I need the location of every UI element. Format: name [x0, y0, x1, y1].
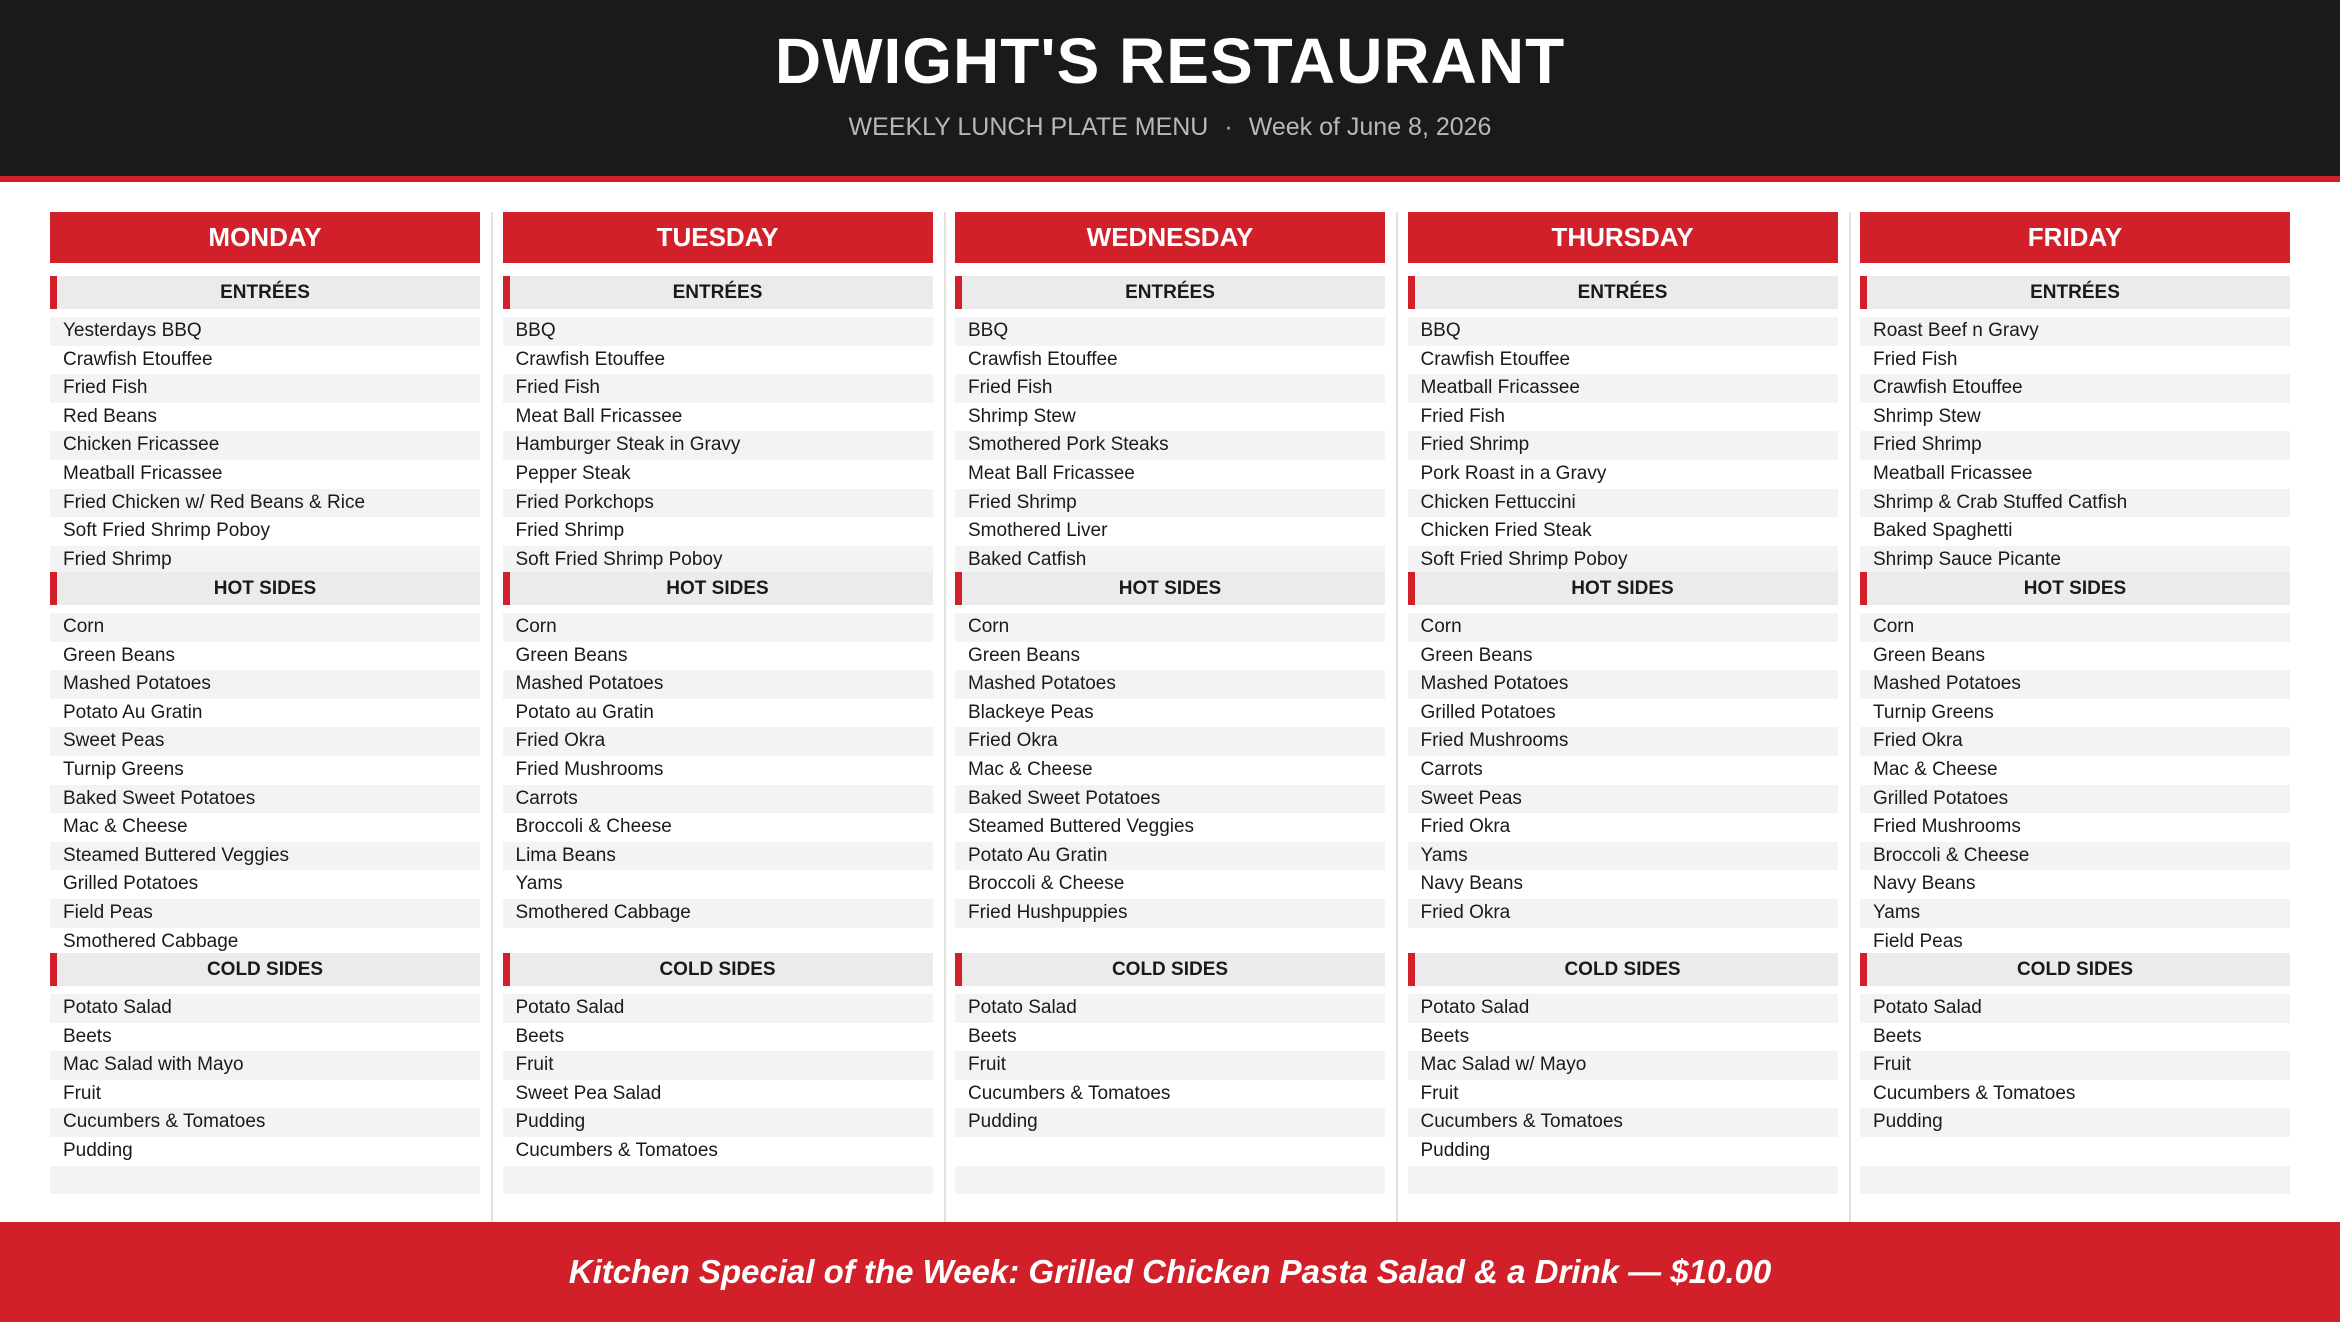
menu-item: Crawfish Etouffee — [1420, 348, 1571, 370]
menu-item: Fried Mushrooms — [515, 759, 664, 780]
menu-item: Mashed Potatoes — [1408, 670, 1838, 699]
day-header: MONDAY — [50, 212, 480, 263]
menu-item: Crawfish Etouffee — [63, 348, 213, 370]
day-column-thursday — [1408, 212, 1838, 1222]
menu-item: Steamed Buttered Veggies — [50, 842, 480, 871]
menu-item: Fried Chicken w/ Red Beans & Rice — [50, 489, 480, 518]
menu-item: Meatball Fricassee — [63, 463, 223, 484]
menu-item: Meat Ball Fricassee — [515, 405, 683, 427]
menu-item: Crawfish Etouffee — [515, 348, 666, 370]
week-date: Week of June 8, 2026 — [1248, 113, 1492, 141]
menu-item: Fruit — [503, 1051, 933, 1080]
menu-item: Mashed Potatoes — [503, 670, 933, 699]
section-header-cold-sides: COLD SIDES — [50, 953, 480, 986]
menu-item: Broccoli & Cheese — [968, 873, 1125, 895]
menu-item: Carrots — [1420, 759, 1483, 780]
menu-item: Navy Beans — [1420, 873, 1523, 895]
menu-item: Soft Fried Shrimp Poboy — [1408, 546, 1838, 575]
menu-item: Fried Fish — [50, 374, 480, 403]
menu-name: WEEKLY LUNCH PLATE MENU — [848, 113, 1209, 141]
day-header: THURSDAY — [1408, 212, 1838, 263]
menu-item: Fruit — [955, 1051, 1385, 1080]
empty-row — [503, 1166, 933, 1195]
menu-item: Pudding — [63, 1140, 133, 1161]
menu-item: Mashed Potatoes — [50, 670, 480, 699]
menu-item: Field Peas — [50, 899, 480, 928]
section-header-entrees: ENTRÉES — [1860, 276, 2290, 309]
menu-item: Red Beans — [63, 405, 158, 427]
menu-item: Pudding — [503, 1108, 933, 1137]
menu-item: Sweet Peas — [50, 727, 480, 756]
menu-item: Fried Mushrooms — [1408, 727, 1838, 756]
menu-item: Meatball Fricassee — [1873, 463, 2033, 484]
kitchen-special-banner — [0, 1222, 2340, 1322]
menu-item: Cucumbers & Tomatoes — [1408, 1108, 1838, 1137]
menu-item: Smothered Pork Steaks — [955, 431, 1385, 460]
menu-item: Shrimp & Crab Stuffed Catfish — [1860, 489, 2290, 518]
menu-item: Smothered Liver — [968, 520, 1108, 542]
menu-item: Potato Au Gratin — [955, 842, 1385, 871]
menu-item: Baked Sweet Potatoes — [50, 785, 480, 814]
restaurant-title: DWIGHT'S RESTAURANT — [774, 25, 1566, 97]
menu-item: Mac & Cheese — [63, 816, 188, 838]
day-column-friday — [1860, 212, 2290, 1222]
menu-item: Grilled Potatoes — [63, 873, 199, 895]
menu-item: Potato Salad — [955, 994, 1385, 1023]
menu-item: Fried Shrimp — [515, 520, 625, 542]
menu-item: Corn — [1408, 613, 1838, 642]
menu-item: Potato Salad — [1408, 994, 1838, 1023]
menu-subtitle — [0, 112, 2340, 142]
empty-row — [1860, 1137, 2290, 1166]
menu-item: Fried Okra — [955, 727, 1385, 756]
menu-item: Corn — [503, 613, 933, 642]
menu-item: Fried Mushrooms — [1873, 816, 2021, 838]
menu-item: Cucumbers & Tomatoes — [515, 1140, 718, 1161]
menu-item: Pudding — [1860, 1108, 2290, 1137]
section-header-hot-sides: HOT SIDES — [503, 572, 933, 605]
menu-item: Corn — [50, 613, 480, 642]
menu-item: Sweet Pea Salad — [515, 1082, 662, 1104]
menu-item: Yams — [515, 873, 563, 895]
menu-item: Fruit — [1860, 1051, 2290, 1080]
menu-item: Corn — [1860, 613, 2290, 642]
menu-item: Potato Salad — [503, 994, 933, 1023]
menu-item: Soft Fried Shrimp Poboy — [63, 520, 270, 542]
empty-row — [50, 1166, 480, 1195]
menu-item: Chicken Fettuccini — [1408, 489, 1838, 518]
menu-item: Meat Ball Fricassee — [968, 463, 1135, 484]
menu-item: Beets — [1873, 1025, 1922, 1047]
day-column-wednesday — [955, 212, 1385, 1222]
section-header-cold-sides: COLD SIDES — [503, 953, 933, 986]
menu-item: Baked Catfish — [955, 546, 1385, 575]
day-header: WEDNESDAY — [955, 212, 1385, 263]
menu-item: Yams — [1860, 899, 2290, 928]
menu-item: Fried Fish — [955, 374, 1385, 403]
menu-item: Smothered Cabbage — [63, 930, 239, 952]
menu-item: Fried Shrimp — [1860, 431, 2290, 460]
menu-item: Lima Beans — [503, 842, 933, 871]
menu-item: Mac Salad with Mayo — [50, 1051, 480, 1080]
menu-item: Crawfish Etouffee — [968, 348, 1118, 370]
menu-item: Pepper Steak — [515, 463, 631, 484]
day-column-tuesday — [503, 212, 933, 1222]
menu-item: Beets — [515, 1025, 565, 1047]
menu-item: Cucumbers & Tomatoes — [968, 1082, 1171, 1104]
menu-item: Beets — [63, 1025, 112, 1047]
menu-item: Sweet Peas — [1408, 785, 1838, 814]
menu-item: Fried Fish — [1420, 405, 1505, 427]
menu-item: Fruit — [63, 1082, 101, 1104]
menu-item: Grilled Potatoes — [1860, 785, 2290, 814]
menu-item: Fried Shrimp — [955, 489, 1385, 518]
menu-item: Pudding — [955, 1108, 1385, 1137]
menu-item: Hamburger Steak in Gravy — [503, 431, 933, 460]
menu-item: Pudding — [1420, 1140, 1491, 1161]
menu-item: Fried Hushpuppies — [955, 899, 1385, 928]
menu-item: Fried Okra — [1420, 816, 1511, 838]
empty-row — [1408, 1166, 1838, 1195]
menu-item: Baked Spaghetti — [1873, 520, 2013, 542]
menu-item: Pork Roast in a Gravy — [1420, 463, 1607, 484]
menu-item: Potato Salad — [1860, 994, 2290, 1023]
column-divider — [944, 212, 946, 1222]
menu-item: Roast Beef n Gravy — [1860, 317, 2290, 346]
menu-item: Broccoli & Cheese — [1860, 842, 2290, 871]
day-header: FRIDAY — [1860, 212, 2290, 263]
menu-item: Beets — [1420, 1025, 1470, 1047]
menu-item: BBQ — [503, 317, 933, 346]
menu-item: Shrimp Stew — [1873, 405, 1981, 427]
menu-item: Field Peas — [1873, 930, 1963, 952]
menu-item: Mac & Cheese — [1873, 759, 1998, 780]
menu-item: Mac & Cheese — [968, 759, 1093, 780]
menu-item: Carrots — [503, 785, 933, 814]
menu-item: Blackeye Peas — [968, 701, 1094, 723]
menu-item: Turnip Greens — [1873, 701, 1994, 723]
menu-item: Shrimp Stew — [968, 405, 1076, 427]
menu-item: Steamed Buttered Veggies — [968, 816, 1195, 838]
column-divider — [491, 212, 493, 1222]
menu-item: Fried Shrimp — [1408, 431, 1838, 460]
day-header: TUESDAY — [503, 212, 933, 263]
menu-item: Cucumbers & Tomatoes — [1873, 1082, 2076, 1104]
menu-item: Beets — [968, 1025, 1017, 1047]
menu-item: Mashed Potatoes — [1860, 670, 2290, 699]
menu-item: Baked Sweet Potatoes — [955, 785, 1385, 814]
menu-item: Soft Fried Shrimp Poboy — [503, 546, 933, 575]
menu-item: Green Beans — [63, 644, 175, 666]
menu-item: Grilled Potatoes — [1420, 701, 1556, 723]
menu-item: Fried Okra — [1408, 899, 1838, 928]
header-banner — [0, 0, 2340, 176]
section-header-cold-sides: COLD SIDES — [955, 953, 1385, 986]
menu-item: Meatball Fricassee — [1408, 374, 1838, 403]
menu-item: Potato Salad — [50, 994, 480, 1023]
section-header-cold-sides: COLD SIDES — [1408, 953, 1838, 986]
menu-item: Navy Beans — [1873, 873, 1976, 895]
section-header-entrees: ENTRÉES — [50, 276, 480, 309]
menu-item: Fried Fish — [1873, 348, 1958, 370]
menu-item: Smothered Cabbage — [503, 899, 933, 928]
empty-row — [1860, 1166, 2290, 1195]
empty-row — [955, 1137, 1385, 1166]
menu-item: Potato au Gratin — [515, 701, 654, 723]
menu-item: BBQ — [955, 317, 1385, 346]
menu-item: Turnip Greens — [63, 759, 184, 780]
menu-item: Fried Fish — [503, 374, 933, 403]
menu-item: Chicken Fried Steak — [1420, 520, 1592, 542]
menu-item: Fruit — [1420, 1082, 1459, 1104]
menu-item: Crawfish Etouffee — [1860, 374, 2290, 403]
menu-item: Broccoli & Cheese — [515, 816, 672, 838]
column-divider — [1396, 212, 1398, 1222]
empty-row — [955, 1166, 1385, 1195]
menu-item: Fried Porkchops — [503, 489, 933, 518]
section-header-hot-sides: HOT SIDES — [955, 572, 1385, 605]
menu-item: Green Beans — [515, 644, 628, 666]
menu-item: Green Beans — [968, 644, 1080, 666]
section-header-cold-sides: COLD SIDES — [1860, 953, 2290, 986]
menu-item: Cucumbers & Tomatoes — [50, 1108, 480, 1137]
section-header-entrees: ENTRÉES — [955, 276, 1385, 309]
menu-item: Shrimp Sauce Picante — [1860, 546, 2290, 575]
section-header-entrees: ENTRÉES — [1408, 276, 1838, 309]
section-header-entrees: ENTRÉES — [503, 276, 933, 309]
header-accent-stripe — [0, 176, 2340, 182]
menu-item: Fried Okra — [503, 727, 933, 756]
menu-item: Green Beans — [1873, 644, 1985, 666]
menu-item: BBQ — [1408, 317, 1838, 346]
section-header-hot-sides: HOT SIDES — [1408, 572, 1838, 605]
menu-item: Yesterdays BBQ — [50, 317, 480, 346]
day-column-monday — [50, 212, 480, 1222]
menu-item: Chicken Fricassee — [50, 431, 480, 460]
separator-dot: · — [1224, 113, 1233, 141]
menu-item: Corn — [955, 613, 1385, 642]
menu-item: Green Beans — [1420, 644, 1533, 666]
menu-item: Mashed Potatoes — [955, 670, 1385, 699]
menu-item: Yams — [1408, 842, 1838, 871]
section-header-hot-sides: HOT SIDES — [50, 572, 480, 605]
menu-item: Fried Shrimp — [50, 546, 480, 575]
menu-item: Fried Okra — [1860, 727, 2290, 756]
menu-item: Potato Au Gratin — [63, 701, 203, 723]
section-header-hot-sides: HOT SIDES — [1860, 572, 2290, 605]
day-columns — [50, 212, 2290, 1222]
menu-item: Mac Salad w/ Mayo — [1408, 1051, 1838, 1080]
kitchen-special-text: Kitchen Special of the Week: Grilled Chicken Pasta Salad & a Drink — $10.00 — [568, 1253, 1772, 1290]
column-divider — [1849, 212, 1851, 1222]
